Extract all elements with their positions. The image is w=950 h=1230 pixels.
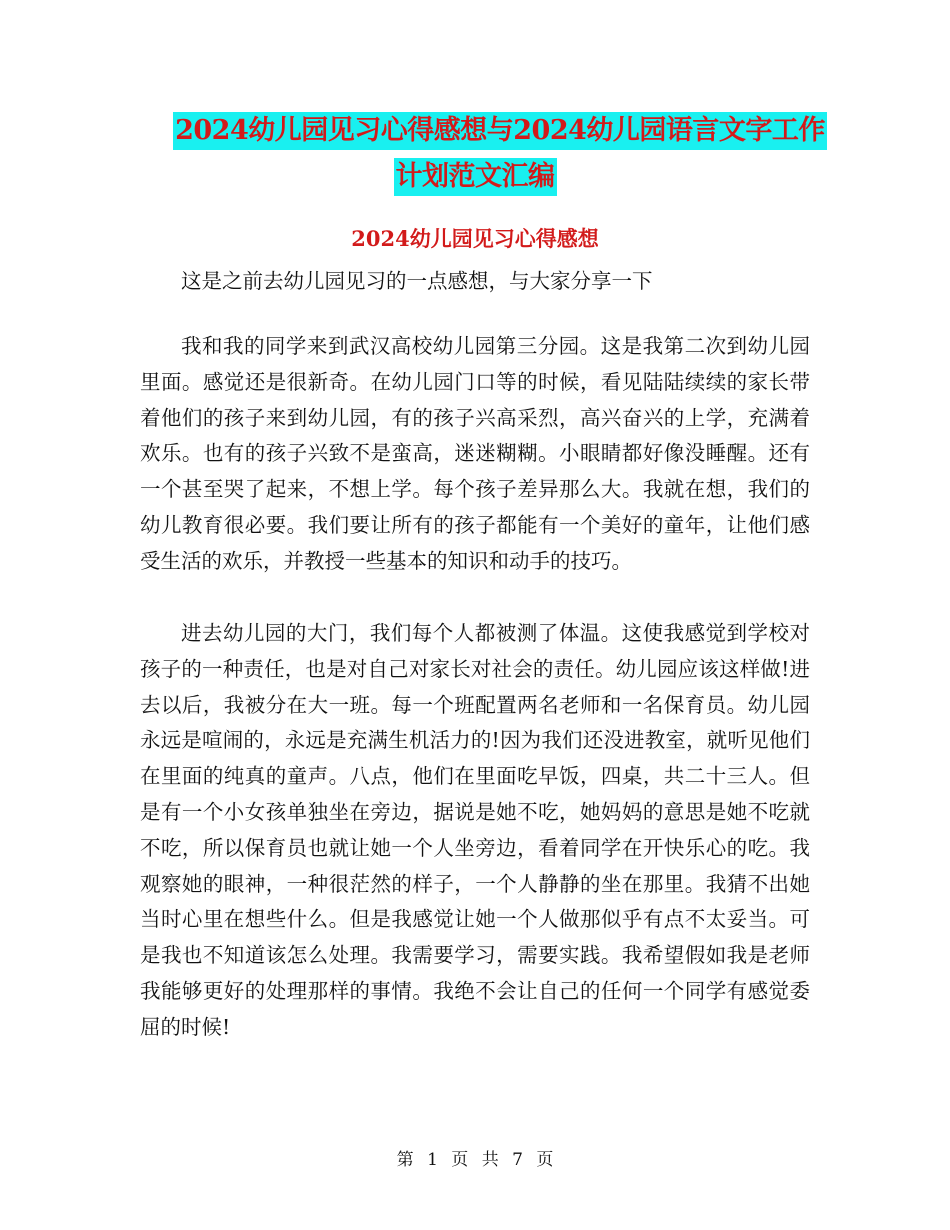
document-title (0, 112, 950, 196)
title-line-2: 计划范文汇编 (394, 158, 557, 196)
footer-page-total: 7 (512, 1150, 523, 1170)
footer-suffix: 页 (536, 1150, 554, 1170)
paragraph-intro: 这是之前去幼儿园见习的一点感想，与大家分享一下 (181, 269, 653, 293)
footer-page-label: 页 (451, 1150, 469, 1170)
paragraph-classroom: 进去幼儿园的大门，我们每个人都被测了体温。这使我感觉到学校对孩子的一种责任，也是对自己对家长对社会的责任。幼儿园应该这样做!进去以后，我被分在大一班。每一个班配置两名老师和一名保育员。幼儿园永远是喧闹的，永远是充满生机活力的!因为我们还没进教室，就听见他们在里面的纯真的童声。八点，他们在里面吃早饭，四桌，共二十三人。但是有一个小女孩单独坐在旁边，据说是她不吃，她妈妈的意思是她不吃就不吃，所以保育员也就让她一个人坐旁边，看着同学在开快乐心的吃。我观察她的眼神，一种很茫然的样子，一个人静静的坐在那里。我猜不出她当时心里在想些什么。但是我感觉让她一个人做那似乎有点不太妥当。可是我也不知道该怎么处理。我需要学习，需要实践。我希望假如我是老师我能够更好的处理那样的事情。我绝不会让自己的任何一个同学有感觉委屈的时候! (140, 621, 810, 1039)
section-heading: 2024幼儿园见习心得感想 (351, 226, 599, 251)
footer-total-prefix: 共 (481, 1150, 499, 1170)
footer-prefix: 第 (396, 1150, 414, 1170)
page-footer (0, 1148, 950, 1172)
footer-page-current: 1 (427, 1150, 438, 1170)
title-line-1: 2024幼儿园见习心得感想与2024幼儿园语言文字工作 (173, 112, 827, 150)
paragraph-arrival: 我和我的同学来到武汉高校幼儿园第三分园。这是我第二次到幼儿园里面。感觉还是很新奇。在幼儿园门口等的时候，看见陆陆续续的家长带着他们的孩子来到幼儿园，有的孩子兴高采烈，高兴奋兴的上学，充满着欢乐。也有的孩子兴致不是蛮高，迷迷糊糊。小眼睛都好像没睡醒。还有一个甚至哭了起来，不想上学。每个孩子差异那么大。我就在想，我们的幼儿教育很必要。我们要让所有的孩子都能有一个美好的童年，让他们感受生活的欢乐，并教授一些基本的知识和动手的技巧。 (140, 334, 810, 573)
